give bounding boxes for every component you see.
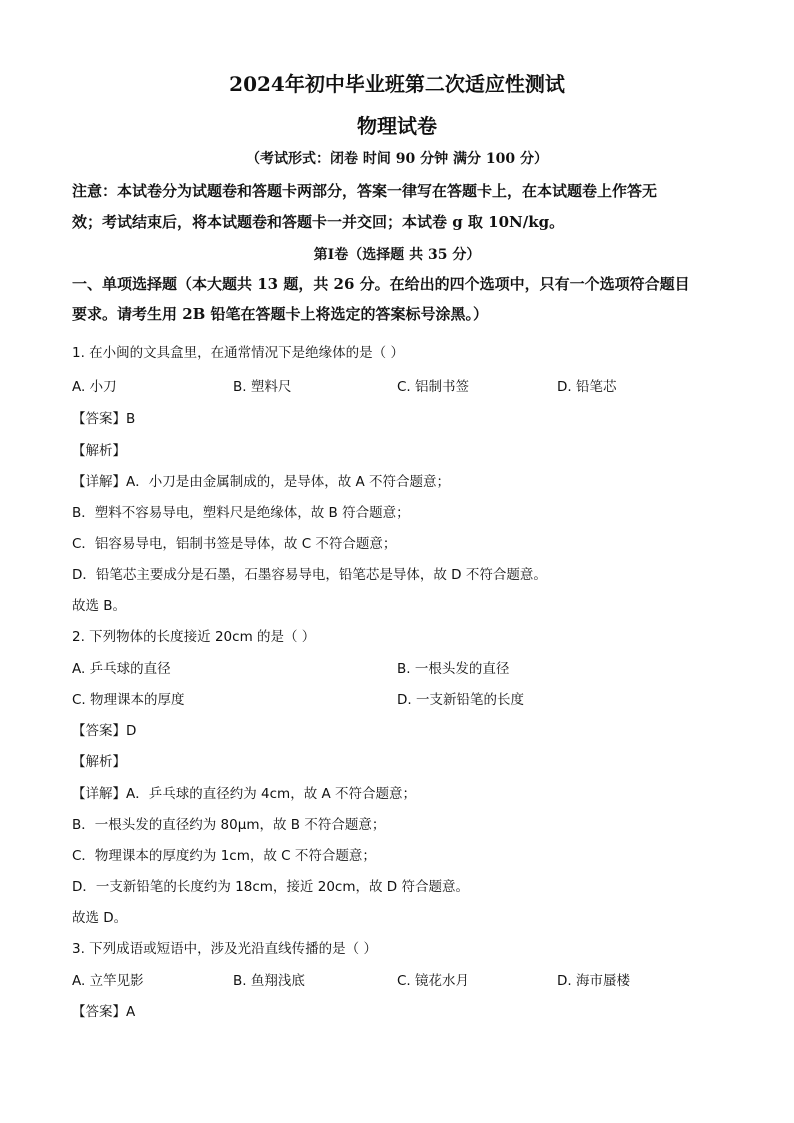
question-1-detail-1: 【详解】A．小刀是由金属制成的，是导体，故 A 不符合题意； xyxy=(72,474,451,490)
question-1-stem: 1. 在小闽的文具盒里，在通常情况下是绝缘体的是（ ） xyxy=(72,345,404,361)
question-2-detail-2: B．一根头发的直径约为 80μm，故 B 不符合题意； xyxy=(72,817,386,833)
section-line-1: 一、单项选择题（本大题共 13 题，共 26 分。在给出的四个选项中，只有一个选项符合题目 xyxy=(72,275,690,293)
question-1-option-b: B. 塑料尺 xyxy=(233,379,292,395)
section-line-2: 要求。请考生用 2B 铅笔在答题卡上将选定的答案标号涂黑。） xyxy=(72,305,489,323)
question-1-answer: 【答案】B xyxy=(72,411,136,427)
notice-line-1: 注意：本试卷分为试题卷和答题卡两部分，答案一律写在答题卡上，在本试题卷上作答无 xyxy=(72,182,658,200)
question-3-option-d: D. 海市蜃楼 xyxy=(557,973,630,989)
exam-title: 2024年初中毕业班第二次适应性测试 xyxy=(229,72,565,96)
question-2-stem: 2. 下列物体的长度接近 20cm 的是（ ） xyxy=(72,629,316,645)
question-3-stem: 3. 下列成语或短语中，涉及光沿直线传播的是（ ） xyxy=(72,941,377,957)
part-title: 第Ⅰ卷（选择题 共 35 分） xyxy=(313,247,481,263)
question-1-option-a: A. 小刀 xyxy=(72,379,117,395)
question-1-detail-4: D．铅笔芯主要成分是石墨，石墨容易导电，铅笔芯是导体，故 D 不符合题意。 xyxy=(72,567,547,583)
question-1-option-d: D. 铅笔芯 xyxy=(557,379,617,395)
notice-line-2: 效；考试结束后，将本试题卷和答题卡一并交回；本试卷 g 取 10N/kg。 xyxy=(72,213,565,231)
question-3-answer: 【答案】A xyxy=(72,1004,136,1020)
question-3-option-c: C. 镜花水月 xyxy=(397,973,470,989)
question-1-detail-2: B．塑料不容易导电，塑料尺是绝缘体，故 B 符合题意； xyxy=(72,505,410,521)
question-2-option-a: A. 乒乓球的直径 xyxy=(72,661,171,677)
question-2-detail-1: 【详解】A．乒乓球的直径约为 4cm，故 A 不符合题意； xyxy=(72,786,417,802)
question-2-option-c: C. 物理课本的厚度 xyxy=(72,692,185,708)
question-2-analysis-label: 【解析】 xyxy=(72,754,126,770)
question-3-option-b: B. 鱼翔浅底 xyxy=(233,973,305,989)
question-2-option-d: D. 一支新铅笔的长度 xyxy=(397,692,524,708)
question-2-detail-4: D．一支新铅笔的长度约为 18cm，接近 20cm，故 D 符合题意。 xyxy=(72,879,469,895)
question-1-option-c: C. 铝制书签 xyxy=(397,379,470,395)
question-1-conclusion: 故选 B。 xyxy=(72,598,127,614)
question-1-detail-3: C．铝容易导电，铝制书签是导体，故 C 不符合题意； xyxy=(72,536,397,552)
exam-subtitle: 物理试卷 xyxy=(357,114,437,138)
question-3-option-a: A. 立竿见影 xyxy=(72,973,144,989)
exam-info: （考试形式：闭卷 时间 90 分钟 满分 100 分） xyxy=(246,151,548,167)
question-1-analysis-label: 【解析】 xyxy=(72,443,126,459)
question-2-conclusion: 故选 D。 xyxy=(72,910,128,926)
question-2-detail-3: C．物理课本的厚度约为 1cm，故 C 不符合题意； xyxy=(72,848,376,864)
question-2-option-b: B. 一根头发的直径 xyxy=(397,661,510,677)
question-2-answer: 【答案】D xyxy=(72,723,137,739)
